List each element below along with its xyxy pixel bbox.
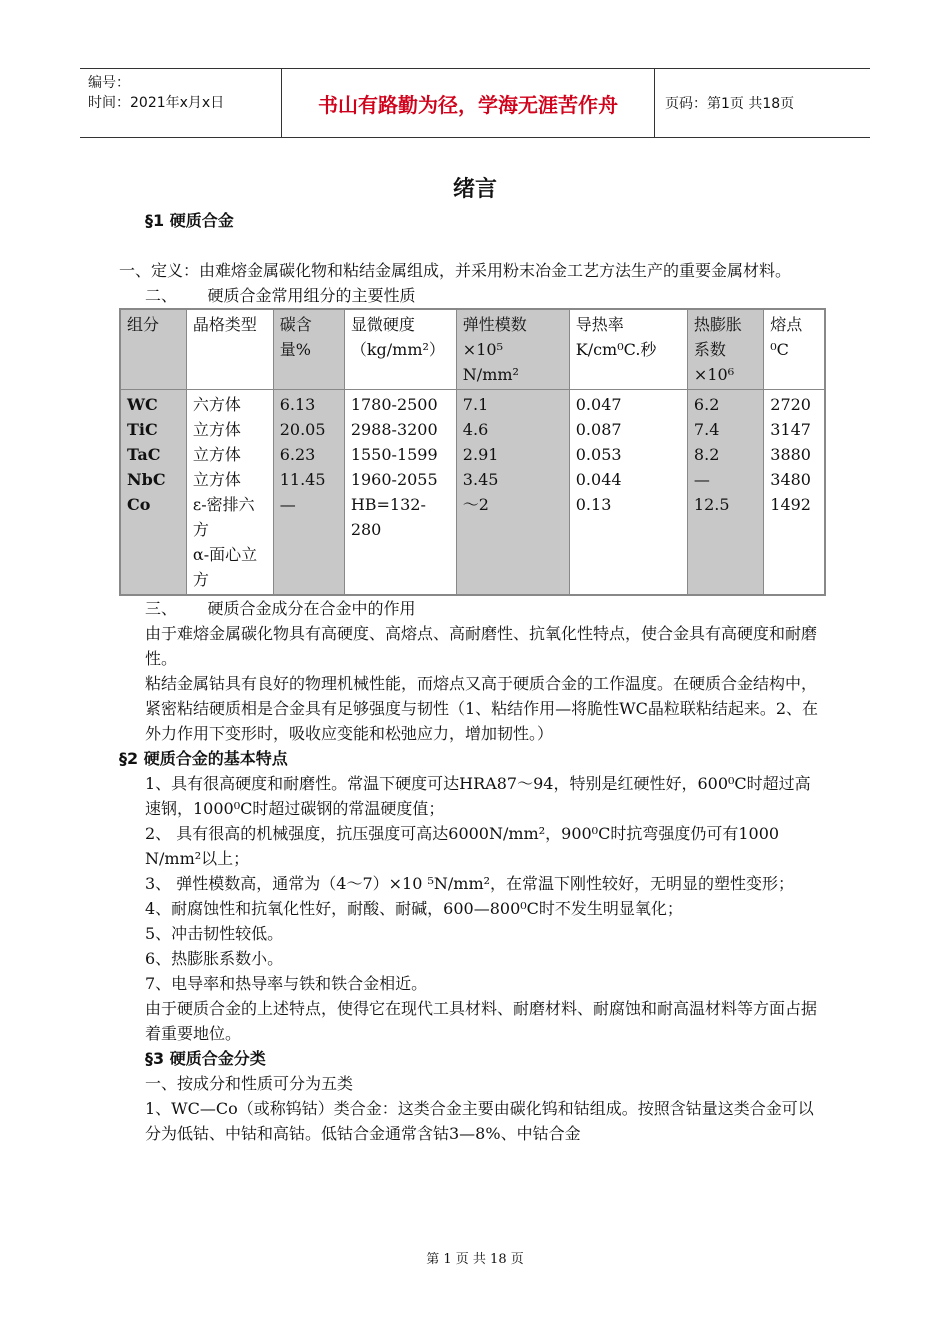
feature-item: 7、电导率和热导率与铁和铁合金相近。	[145, 974, 428, 993]
id-label: 编号：	[88, 75, 130, 91]
header-motto: 书山有路勤为径，学海无涯苦作舟	[282, 69, 655, 137]
section-1-heading: §1 硬质合金	[145, 211, 234, 230]
cell-conductivity: 0.047 0.087 0.053 0.044 0.13	[569, 390, 687, 596]
properties-table	[119, 308, 826, 596]
cell-carbon: 6.13 20.05 6.23 11.45 —	[273, 390, 344, 596]
role-paragraph-1: 由于难熔金属碳化物具有高硬度、高熔点、高耐磨性、抗氧化性特点，使合金具有高硬度和耐磨性。	[145, 624, 818, 668]
table-caption: 二、 硬质合金常用组分的主要性质	[145, 286, 416, 305]
th-melting: 熔点⁰C	[764, 309, 825, 390]
th-lattice: 晶格类型	[186, 309, 273, 390]
role-paragraph-2: 粘结金属钴具有良好的物理机械性能，而熔点又高于硬质合金的工作温度。在硬质合金结构中，紧密粘结硬质相是合金具有足够强度与韧性（1、粘结作用—将脆性WC晶粒联粘结起来。2、在外力作用下变形时，吸收应变能和松弛应力，增加韧性。）	[145, 674, 819, 743]
time-label: 时间：2021年x月x日	[88, 95, 225, 111]
th-carbon: 碳含量%	[273, 309, 344, 390]
role-heading: 三、 硬质合金成分在合金中的作用	[145, 599, 416, 618]
page-header	[80, 68, 870, 138]
feature-item: 3、 弹性模数高，通常为（4～7）×10 ⁵N/mm²，在常温下刚性较好，无明显的塑性变形；	[145, 874, 795, 893]
feature-item: 2、 具有很高的机械强度，抗压强度可高达6000N/mm²，900⁰C时抗弯强度仍可有1000 N/mm²以上；	[145, 824, 780, 868]
section-2-heading: §2 硬质合金的基本特点	[119, 749, 288, 768]
th-component: 组分	[120, 309, 186, 390]
document-body	[119, 208, 825, 1146]
th-expansion: 热膨胀系数×10⁶	[687, 309, 763, 390]
header-page-info: 页码：第1页 共18页	[665, 96, 795, 112]
th-hardness: 显微硬度（kg/mm²）	[344, 309, 456, 390]
feature-item: 5、冲击韧性较低。	[145, 924, 284, 943]
page-title: 绪言	[452, 177, 497, 202]
cell-expansion: 6.2 7.4 8.2 — 12.5	[687, 390, 763, 596]
section-3-heading: §3 硬质合金分类	[145, 1049, 266, 1068]
table-header-row	[120, 309, 825, 390]
features-summary: 由于硬质合金的上述特点，使得它在现代工具材料、耐磨材料、耐腐蚀和耐高温材料等方面占据着重要地位。	[145, 999, 818, 1043]
table-row	[120, 390, 825, 596]
feature-item: 6、热膨胀系数小。	[145, 949, 284, 968]
cell-hardness: 1780-2500 2988-3200 1550-1599 1960-2055 HB=132-280	[344, 390, 456, 596]
cell-melting: 2720 3147 3880 3480 1492	[764, 390, 825, 596]
classification-intro: 一、按成分和性质可分为五类	[145, 1074, 354, 1093]
cell-modulus: 7.1 4.6 2.91 3.45 ～2	[456, 390, 569, 596]
classification-wc-co: 1、WC—Co（或称钨钴）类合金：这类合金主要由碳化钨和钴组成。按照含钴量这类合金可以分为低钴、中钴和高钴。低钴合金通常含钴3—8%、中钴合金	[145, 1099, 814, 1143]
cell-components: WC TiC TaC NbC Co	[120, 390, 186, 596]
definition-paragraph: 一、定义：由难熔金属碳化物和粘结金属组成，并采用粉末冶金工艺方法生产的重要金属材料。	[119, 261, 792, 280]
page-footer: 第 1 页 共 18 页	[426, 1252, 524, 1267]
feature-item: 1、具有很高硬度和耐磨性。常温下硬度可达HRA87～94，特别是红硬性好，600⁰C时超过高速钢，1000⁰C时超过碳钢的常温硬度值；	[145, 774, 811, 818]
feature-item: 4、耐腐蚀性和抗氧化性好，耐酸、耐碱，600—800⁰C时不发生明显氧化；	[145, 899, 683, 918]
th-conductivity: 导热率K/cm⁰C.秒	[569, 309, 687, 390]
header-meta	[80, 69, 282, 137]
cell-lattice: 六方体 立方体 立方体 立方体 ε-密排六方 α-面心立方	[186, 390, 273, 596]
th-modulus: 弹性模数×10⁵ N/mm²	[456, 309, 569, 390]
